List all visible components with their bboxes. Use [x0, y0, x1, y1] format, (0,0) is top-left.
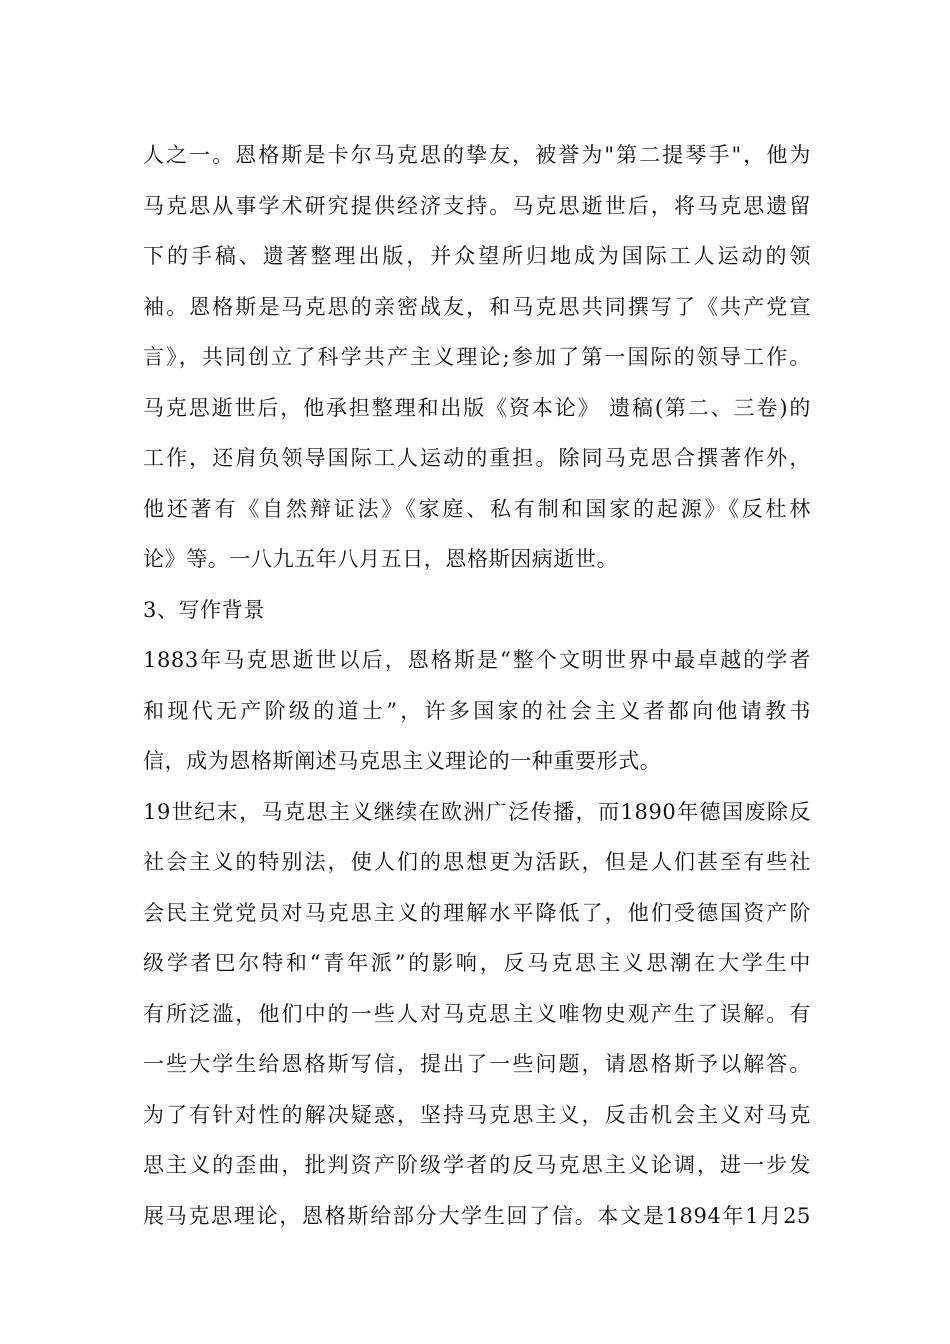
- text-line: 袖。恩格斯是马克思的亲密战友，和马克思共同撰写了《共产党宣: [143, 294, 811, 319]
- text-line: 级学者巴尔特和“青年派”的影响，反马克思主义思潮在大学生中: [143, 951, 811, 975]
- text-line: 一些大学生给恩格斯写信，提出了一些问题，请恩格斯予以解答。: [143, 1052, 811, 1076]
- text-line: 展马克思理论，恩格斯给部分大学生回了信。本文是1894年1月25: [143, 1203, 811, 1228]
- text-line: 马克思从事学术研究提供经济支持。马克思逝世后，将马克思遗留: [143, 193, 811, 218]
- text-line: 论》等。一八九五年八月五日，恩格斯因病逝世。: [143, 547, 619, 571]
- section-heading: 3、写作背景: [143, 597, 265, 622]
- text-line: 思主义的歪曲，批判资产阶级学者的反马克思主义论调，进一步发: [143, 1153, 811, 1177]
- text-line: 会民主党党员对马克思主义的理解水平降低了，他们受德国资产阶: [143, 900, 811, 925]
- text-line: 人之一。恩格斯是卡尔马克思的挚友，被誉为"第二提琴手"，他为: [143, 143, 811, 167]
- body-text: [143, 130, 811, 1241]
- text-line: 有所泛滥，他们中的一些人对马克思主义唯物史观产生了误解。有: [143, 1001, 811, 1026]
- text-line: 言》，共同创立了科学共产主义理论;参加了第一国际的领导工作。: [143, 345, 811, 369]
- text-line: 马克思逝世后，他承担整理和出版《资本论》 遗稿(第二、三卷)的: [143, 395, 811, 420]
- text-line: 为了有针对性的解决疑惑，坚持马克思主义，反击机会主义对马克: [143, 1102, 811, 1127]
- text-line: 1883年马克思逝世以后，恩格斯是“整个文明世界中最卓越的学者: [143, 648, 811, 672]
- text-line: 信，成为恩格斯阐述马克思主义理论的一种重要形式。: [143, 749, 662, 773]
- text-line: 和现代无产阶级的道士”，许多国家的社会主义者都向他请教书: [143, 698, 811, 723]
- text-line: 工作，还肩负领导国际工人运动的重担。除同马克思合撰著作外，: [143, 446, 811, 470]
- text-line: 下的手稿、遗著整理出版，并众望所归地成为国际工人运动的领: [143, 244, 811, 268]
- text-line: 19世纪末，马克思主义继续在欧洲广泛传播，而1890年德国废除反: [143, 799, 811, 824]
- text-line: 社会主义的特别法，使人们的思想更为活跃，但是人们甚至有些社: [143, 850, 811, 874]
- text-line: 他还著有《自然辩证法》《家庭、私有制和国家的起源》《反杜林: [143, 496, 811, 521]
